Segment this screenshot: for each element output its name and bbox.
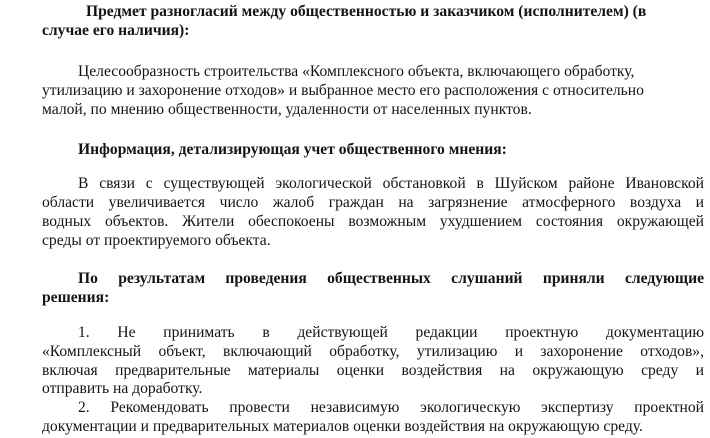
public-opinion-line-2: области увеличивается число жалоб граждан на загрязнение атмосферного воздуха и — [42, 194, 704, 211]
disagreement-body-line-1: Целесообразность строительства «Комплексного объекта, включающего обработку, — [78, 63, 635, 80]
decision-2-line-1: 2. Рекомендовать провести независимую экологическую экспертизу проектной — [78, 399, 704, 416]
decisions-heading-line-2: решения: — [42, 289, 110, 306]
decision-1-line-4: отправить на доработку. — [42, 380, 203, 397]
decision-1-line-1: 1. Не принимать в действующей редакции проектную документацию — [78, 324, 704, 341]
disagreement-heading-line-2: случае его наличия): — [42, 22, 190, 39]
decision-1-line-3: включая предварительные материалы оценки воздействия на окружающую среду и — [42, 362, 704, 379]
public-opinion-line-4: среды от проектируемого объекта. — [42, 232, 271, 249]
public-opinion-line-3: водных объектов. Жители обеспокоены возможным ухудшением состояния окружающей — [42, 213, 704, 230]
decision-2-line-2: документации и предварительных материалов оценки воздействия на окружающую среду. — [42, 418, 643, 435]
public-opinion-line-1: В связи с существующей экологической обстановкой в Шуйском районе Ивановской — [78, 175, 704, 192]
disagreement-body-line-3: малой, по мнению общественности, удаленности от населенных пунктов. — [42, 101, 532, 118]
public-opinion-heading: Информация, детализирующая учет общественного мнения: — [78, 141, 507, 158]
disagreement-body-line-2: утилизацию и захоронение отходов» и выбранное место его расположения с относительно — [42, 82, 644, 99]
disagreement-heading-line-1: Предмет разногласий между общественностью и заказчиком (исполнителем) (в — [86, 3, 647, 20]
decision-1-line-2: «Комплексный объект, включающий обработку, утилизацию и захоронение отходов», — [42, 343, 704, 360]
decisions-heading-line-1: По результатам проведения общественных слушаний приняли следующие — [78, 270, 704, 287]
